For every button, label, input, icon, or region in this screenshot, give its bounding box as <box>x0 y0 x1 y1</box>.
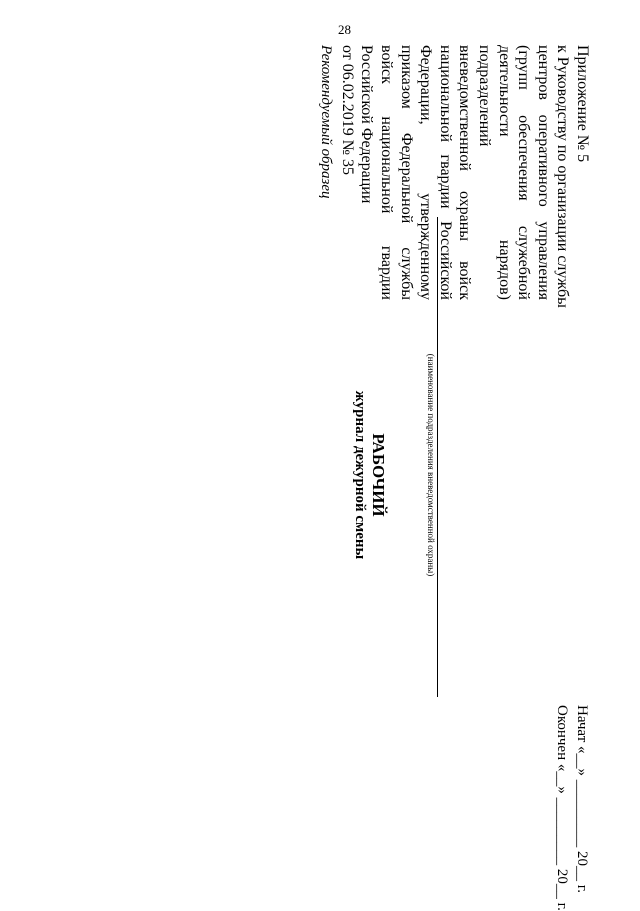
appendix-block <box>337 45 592 308</box>
page-number: 28 <box>338 22 351 37</box>
appendix-line: приказом Федеральной службы <box>397 45 415 300</box>
appendix-line: вневедомственной охраны войск <box>456 45 474 300</box>
organization-name-line <box>437 217 438 697</box>
appendix-line: национальной гвардии Российской <box>436 45 454 300</box>
appendix-line: (групп обеспечения служебной <box>515 45 533 300</box>
organization-caption: (наименование подразделения вневедомственной охраны) <box>426 353 436 577</box>
appendix-line: деятельности нарядов) подразделений <box>476 45 513 300</box>
document-subtitle: журнал дежурной смены <box>352 390 368 560</box>
sample-label: Рекомендуемый образец <box>318 45 334 199</box>
rotated-sheet <box>90 45 600 911</box>
date-finished: Окончен «__» _________ 20__ г. <box>554 705 570 911</box>
appendix-line: центров оперативного управления <box>534 45 552 300</box>
appendix-line: Приложение № 5 <box>574 45 591 163</box>
appendix-line: Российской Федерации <box>358 45 376 204</box>
dates-block <box>552 705 592 911</box>
appendix-line: войск национальной гвардии <box>378 45 396 300</box>
date-started: Начат «__» _________ 20__ г. <box>574 705 590 893</box>
appendix-line: от 06.02.2019 № 35 <box>338 45 356 176</box>
appendix-line: к Руководству по организации службы <box>554 45 572 308</box>
document-title: РАБОЧИЙ <box>369 433 388 517</box>
appendix-line: Федерации, утвержденному <box>417 45 435 300</box>
